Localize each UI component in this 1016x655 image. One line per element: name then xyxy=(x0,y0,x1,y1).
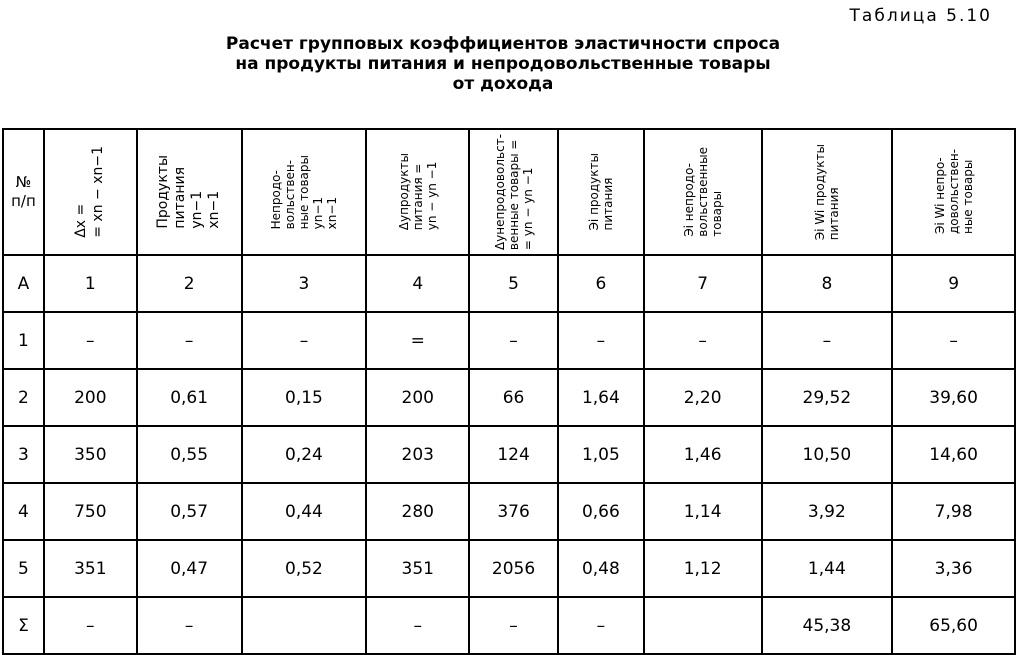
table-cell: 3,36 xyxy=(892,540,1015,597)
table-cell: 351 xyxy=(44,540,137,597)
table-cell: – xyxy=(137,312,242,369)
header-cell-9 xyxy=(892,129,1015,255)
table-cell: 66 xyxy=(469,369,558,426)
table-cell: 200 xyxy=(366,369,469,426)
table-cell: 0,52 xyxy=(242,540,367,597)
table-cell: 0,48 xyxy=(558,540,644,597)
table-cell: 6 xyxy=(558,255,644,312)
table-cell: 350 xyxy=(44,426,137,483)
table-cell: 29,52 xyxy=(762,369,893,426)
header-label: Эi непродо- вольственные товары xyxy=(681,147,724,237)
table-cell: 2056 xyxy=(469,540,558,597)
header-label: Непродо- вольствен- ные товары yn−1 xn−1 xyxy=(268,154,339,230)
table-cell: 0,44 xyxy=(242,483,367,540)
table-body xyxy=(3,255,1015,654)
header-cell-0 xyxy=(3,129,44,255)
table-cell: – xyxy=(44,597,137,654)
header-row xyxy=(3,129,1015,255)
header-cell-2 xyxy=(137,129,242,255)
table-cell: – xyxy=(469,312,558,369)
title-line-1: Расчет групповых коэффициентов эластичности спроса xyxy=(225,34,781,54)
table-row xyxy=(3,312,1015,369)
table-cell: 1 xyxy=(44,255,137,312)
table-cell: 1,05 xyxy=(558,426,644,483)
table-cell: 4 xyxy=(3,483,44,540)
table-cell: 10,50 xyxy=(762,426,893,483)
table-cell: 0,61 xyxy=(137,369,242,426)
table-cell: 14,60 xyxy=(892,426,1015,483)
table-cell: – xyxy=(644,312,762,369)
header-label: № п/п xyxy=(11,173,36,210)
table-cell: – xyxy=(762,312,893,369)
table-cell: 39,60 xyxy=(892,369,1015,426)
table-cell: 200 xyxy=(44,369,137,426)
table-cell: – xyxy=(242,312,367,369)
table-cell: 376 xyxy=(469,483,558,540)
table-cell: 2 xyxy=(137,255,242,312)
table-row xyxy=(3,597,1015,654)
table-cell: 280 xyxy=(366,483,469,540)
header-label: Δx = = xn − xn−1 xyxy=(73,146,107,238)
table-cell: 0,15 xyxy=(242,369,367,426)
table-cell: – xyxy=(558,312,644,369)
header-cell-4 xyxy=(366,129,469,255)
header-label: Эi Wi непро- довольствен- ные товары xyxy=(932,149,975,235)
table-row xyxy=(3,369,1015,426)
header-label: Продукты питания yn−1 xn−1 xyxy=(155,155,223,229)
table-cell: 0,47 xyxy=(137,540,242,597)
table-cell: – xyxy=(137,597,242,654)
table-cell: – xyxy=(366,597,469,654)
table-cell: 7 xyxy=(644,255,762,312)
elasticity-table xyxy=(2,128,1016,655)
header-label: Эi Wi продукты питания xyxy=(812,143,841,241)
table-cell: – xyxy=(558,597,644,654)
table-cell: 1,12 xyxy=(644,540,762,597)
table-cell xyxy=(644,597,762,654)
table-cell: 1,64 xyxy=(558,369,644,426)
header-label: Δyпродукты питания = yn − yn −1 xyxy=(396,153,439,231)
table-cell: 3 xyxy=(242,255,367,312)
table-cell: 0,55 xyxy=(137,426,242,483)
header-cell-7 xyxy=(644,129,762,255)
table-cell: 5 xyxy=(469,255,558,312)
header-cell-8 xyxy=(762,129,893,255)
table-row xyxy=(3,255,1015,312)
table-cell: 203 xyxy=(366,426,469,483)
table-cell: 8 xyxy=(762,255,893,312)
header-cell-1 xyxy=(44,129,137,255)
table-row xyxy=(3,483,1015,540)
table-cell: 7,98 xyxy=(892,483,1015,540)
header-cell-5 xyxy=(469,129,558,255)
table-cell: 124 xyxy=(469,426,558,483)
table-cell: = xyxy=(366,312,469,369)
table-cell: 750 xyxy=(44,483,137,540)
table-cell: – xyxy=(469,597,558,654)
header-label: Δyнепродовольст- венные товары = = yn − yn −1 xyxy=(492,133,535,251)
table-cell: – xyxy=(892,312,1015,369)
header-cell-3 xyxy=(242,129,367,255)
table-cell: 1,46 xyxy=(644,426,762,483)
title-line-3: от дохода xyxy=(452,74,554,94)
table-cell: 5 xyxy=(3,540,44,597)
table-cell: 45,38 xyxy=(762,597,893,654)
table-cell: 1,44 xyxy=(762,540,893,597)
table-cell: Σ xyxy=(3,597,44,654)
table-cell: 9 xyxy=(892,255,1015,312)
table-cell: 65,60 xyxy=(892,597,1015,654)
table-cell: 2 xyxy=(3,369,44,426)
table-cell: – xyxy=(44,312,137,369)
table-cell: А xyxy=(3,255,44,312)
table-cell: 0,66 xyxy=(558,483,644,540)
table-cell: 3,92 xyxy=(762,483,893,540)
table-cell: 3 xyxy=(3,426,44,483)
table-number: Таблица 5.10 xyxy=(849,6,992,26)
table-cell: 1,14 xyxy=(644,483,762,540)
table-row xyxy=(3,540,1015,597)
table-cell: 0,57 xyxy=(137,483,242,540)
table-title xyxy=(0,34,1016,94)
table-cell: 1 xyxy=(3,312,44,369)
table-cell: 2,20 xyxy=(644,369,762,426)
header-label: Эi продукты питания xyxy=(586,153,615,231)
table-row xyxy=(3,426,1015,483)
table-cell: 4 xyxy=(366,255,469,312)
header-cell-6 xyxy=(558,129,644,255)
table-cell xyxy=(242,597,367,654)
table-cell: 351 xyxy=(366,540,469,597)
title-line-2: на продукты питания и непродовольственные товары xyxy=(235,54,771,74)
table-cell: 0,24 xyxy=(242,426,367,483)
